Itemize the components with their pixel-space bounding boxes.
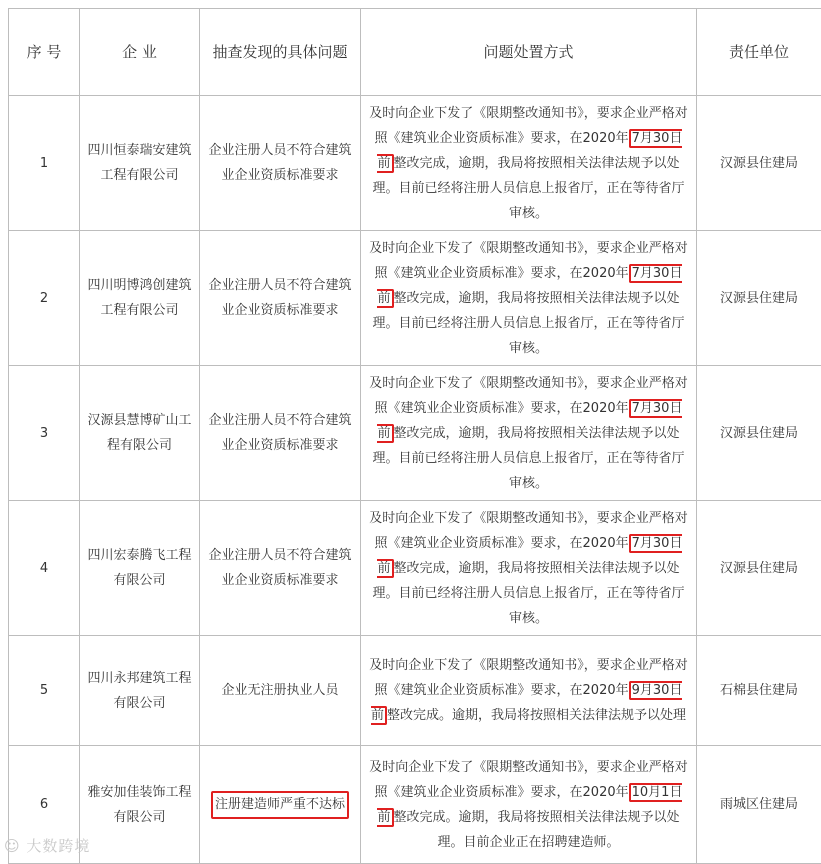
disposal-before: 及时向企业下发了《限期整改通知书》，要求企业严格对照《建筑业企业资质标准》要求，在2020年 [369, 241, 688, 281]
disposal-after: 整改完成，逾期，我局将按照相关法律法规予以处理。目前已经将注册人员信息上报省厅，正在等待省厅审核。 [372, 426, 684, 491]
row-company: 四川明博鸿创建筑工程有限公司 [80, 231, 200, 366]
row-issue: 企业注册人员不符合建筑业企业资质标准要求 [200, 231, 361, 366]
disposal-after: 整改完成，逾期，我局将按照相关法律法规予以处理。目前已经将注册人员信息上报省厅，正在等待省厅审核。 [372, 291, 684, 356]
disposal-after: 整改完成，逾期，我局将按照相关法律法规予以处理。目前已经将注册人员信息上报省厅，正在等待省厅审核。 [372, 156, 684, 221]
row-issue: 企业注册人员不符合建筑业企业资质标准要求 [200, 366, 361, 501]
deadline-highlight: 7月30日前 [377, 129, 682, 173]
row-index: 3 [9, 366, 80, 501]
disposal-before: 及时向企业下发了《限期整改通知书》，要求企业严格对照《建筑业企业资质标准》要求，在2020年 [369, 760, 688, 800]
watermark [4, 835, 90, 856]
disposal-before: 及时向企业下发了《限期整改通知书》，要求企业严格对照《建筑业企业资质标准》要求，在2020年 [369, 511, 688, 551]
table-row [9, 231, 821, 366]
deadline-highlight: 9月30日前 [371, 681, 682, 725]
table-row [9, 501, 821, 636]
deadline-highlight: 7月30日前 [377, 264, 682, 308]
row-disposal [361, 96, 697, 231]
watermark-text: 大数跨境 [26, 837, 90, 855]
row-unit: 汉源县住建局 [697, 231, 821, 366]
row-disposal [361, 746, 697, 864]
issue-highlight: 注册建造师严重不达标 [211, 791, 349, 819]
table-row [9, 636, 821, 746]
header-company: 企 业 [80, 9, 200, 96]
row-unit: 汉源县住建局 [697, 96, 821, 231]
row-unit: 石棉县住建局 [697, 636, 821, 746]
header-index: 序 号 [9, 9, 80, 96]
row-company: 汉源县慧博矿山工程有限公司 [80, 366, 200, 501]
row-unit: 汉源县住建局 [697, 366, 821, 501]
disposal-before: 及时向企业下发了《限期整改通知书》，要求企业严格对照《建筑业企业资质标准》要求，在2020年 [369, 658, 688, 698]
deadline-highlight: 10月1日前 [377, 783, 682, 827]
header-issue: 抽查发现的具体问题 [200, 9, 361, 96]
inspection-table [8, 8, 821, 864]
row-issue: 企业无注册执业人员 [200, 636, 361, 746]
disposal-after: 整改完成。逾期，我局将按照相关法律法规予以处理 [387, 708, 686, 723]
header-unit: 责任单位 [697, 9, 821, 96]
row-company: 四川永邦建筑工程有限公司 [80, 636, 200, 746]
row-unit: 雨城区住建局 [697, 746, 821, 864]
disposal-after: 整改完成，逾期，我局将按照相关法律法规予以处理。目前已经将注册人员信息上报省厅，正在等待省厅审核。 [372, 561, 684, 626]
table-header-row [9, 9, 821, 96]
deadline-highlight: 7月30日前 [377, 534, 682, 578]
table-row [9, 366, 821, 501]
row-disposal [361, 501, 697, 636]
header-disposal: 问题处置方式 [361, 9, 697, 96]
row-issue: 企业注册人员不符合建筑业企业资质标准要求 [200, 96, 361, 231]
table-row [9, 96, 821, 231]
row-company: 四川宏泰腾飞工程有限公司 [80, 501, 200, 636]
deadline-highlight: 7月30日前 [377, 399, 682, 443]
row-company: 四川恒泰瑞安建筑工程有限公司 [80, 96, 200, 231]
disposal-after: 整改完成。逾期，我局将按照相关法律法规予以处理。目前企业正在招聘建造师。 [394, 810, 680, 850]
row-unit: 汉源县住建局 [697, 501, 821, 636]
disposal-before: 及时向企业下发了《限期整改通知书》，要求企业严格对照《建筑业企业资质标准》要求，在2020年 [369, 106, 688, 146]
row-disposal [361, 636, 697, 746]
row-disposal [361, 231, 697, 366]
row-issue: 企业注册人员不符合建筑业企业资质标准要求 [200, 501, 361, 636]
table-row [9, 746, 821, 864]
disposal-before: 及时向企业下发了《限期整改通知书》，要求企业严格对照《建筑业企业资质标准》要求，在2020年 [369, 376, 688, 416]
row-company: 雅安加佳装饰工程有限公司 [80, 746, 200, 864]
row-index: 5 [9, 636, 80, 746]
row-index: 4 [9, 501, 80, 636]
wechat-icon: ☺ [4, 837, 26, 855]
row-index: 1 [9, 96, 80, 231]
row-issue [200, 746, 361, 864]
row-index: 2 [9, 231, 80, 366]
row-disposal [361, 366, 697, 501]
row-index: 6 [9, 746, 80, 864]
